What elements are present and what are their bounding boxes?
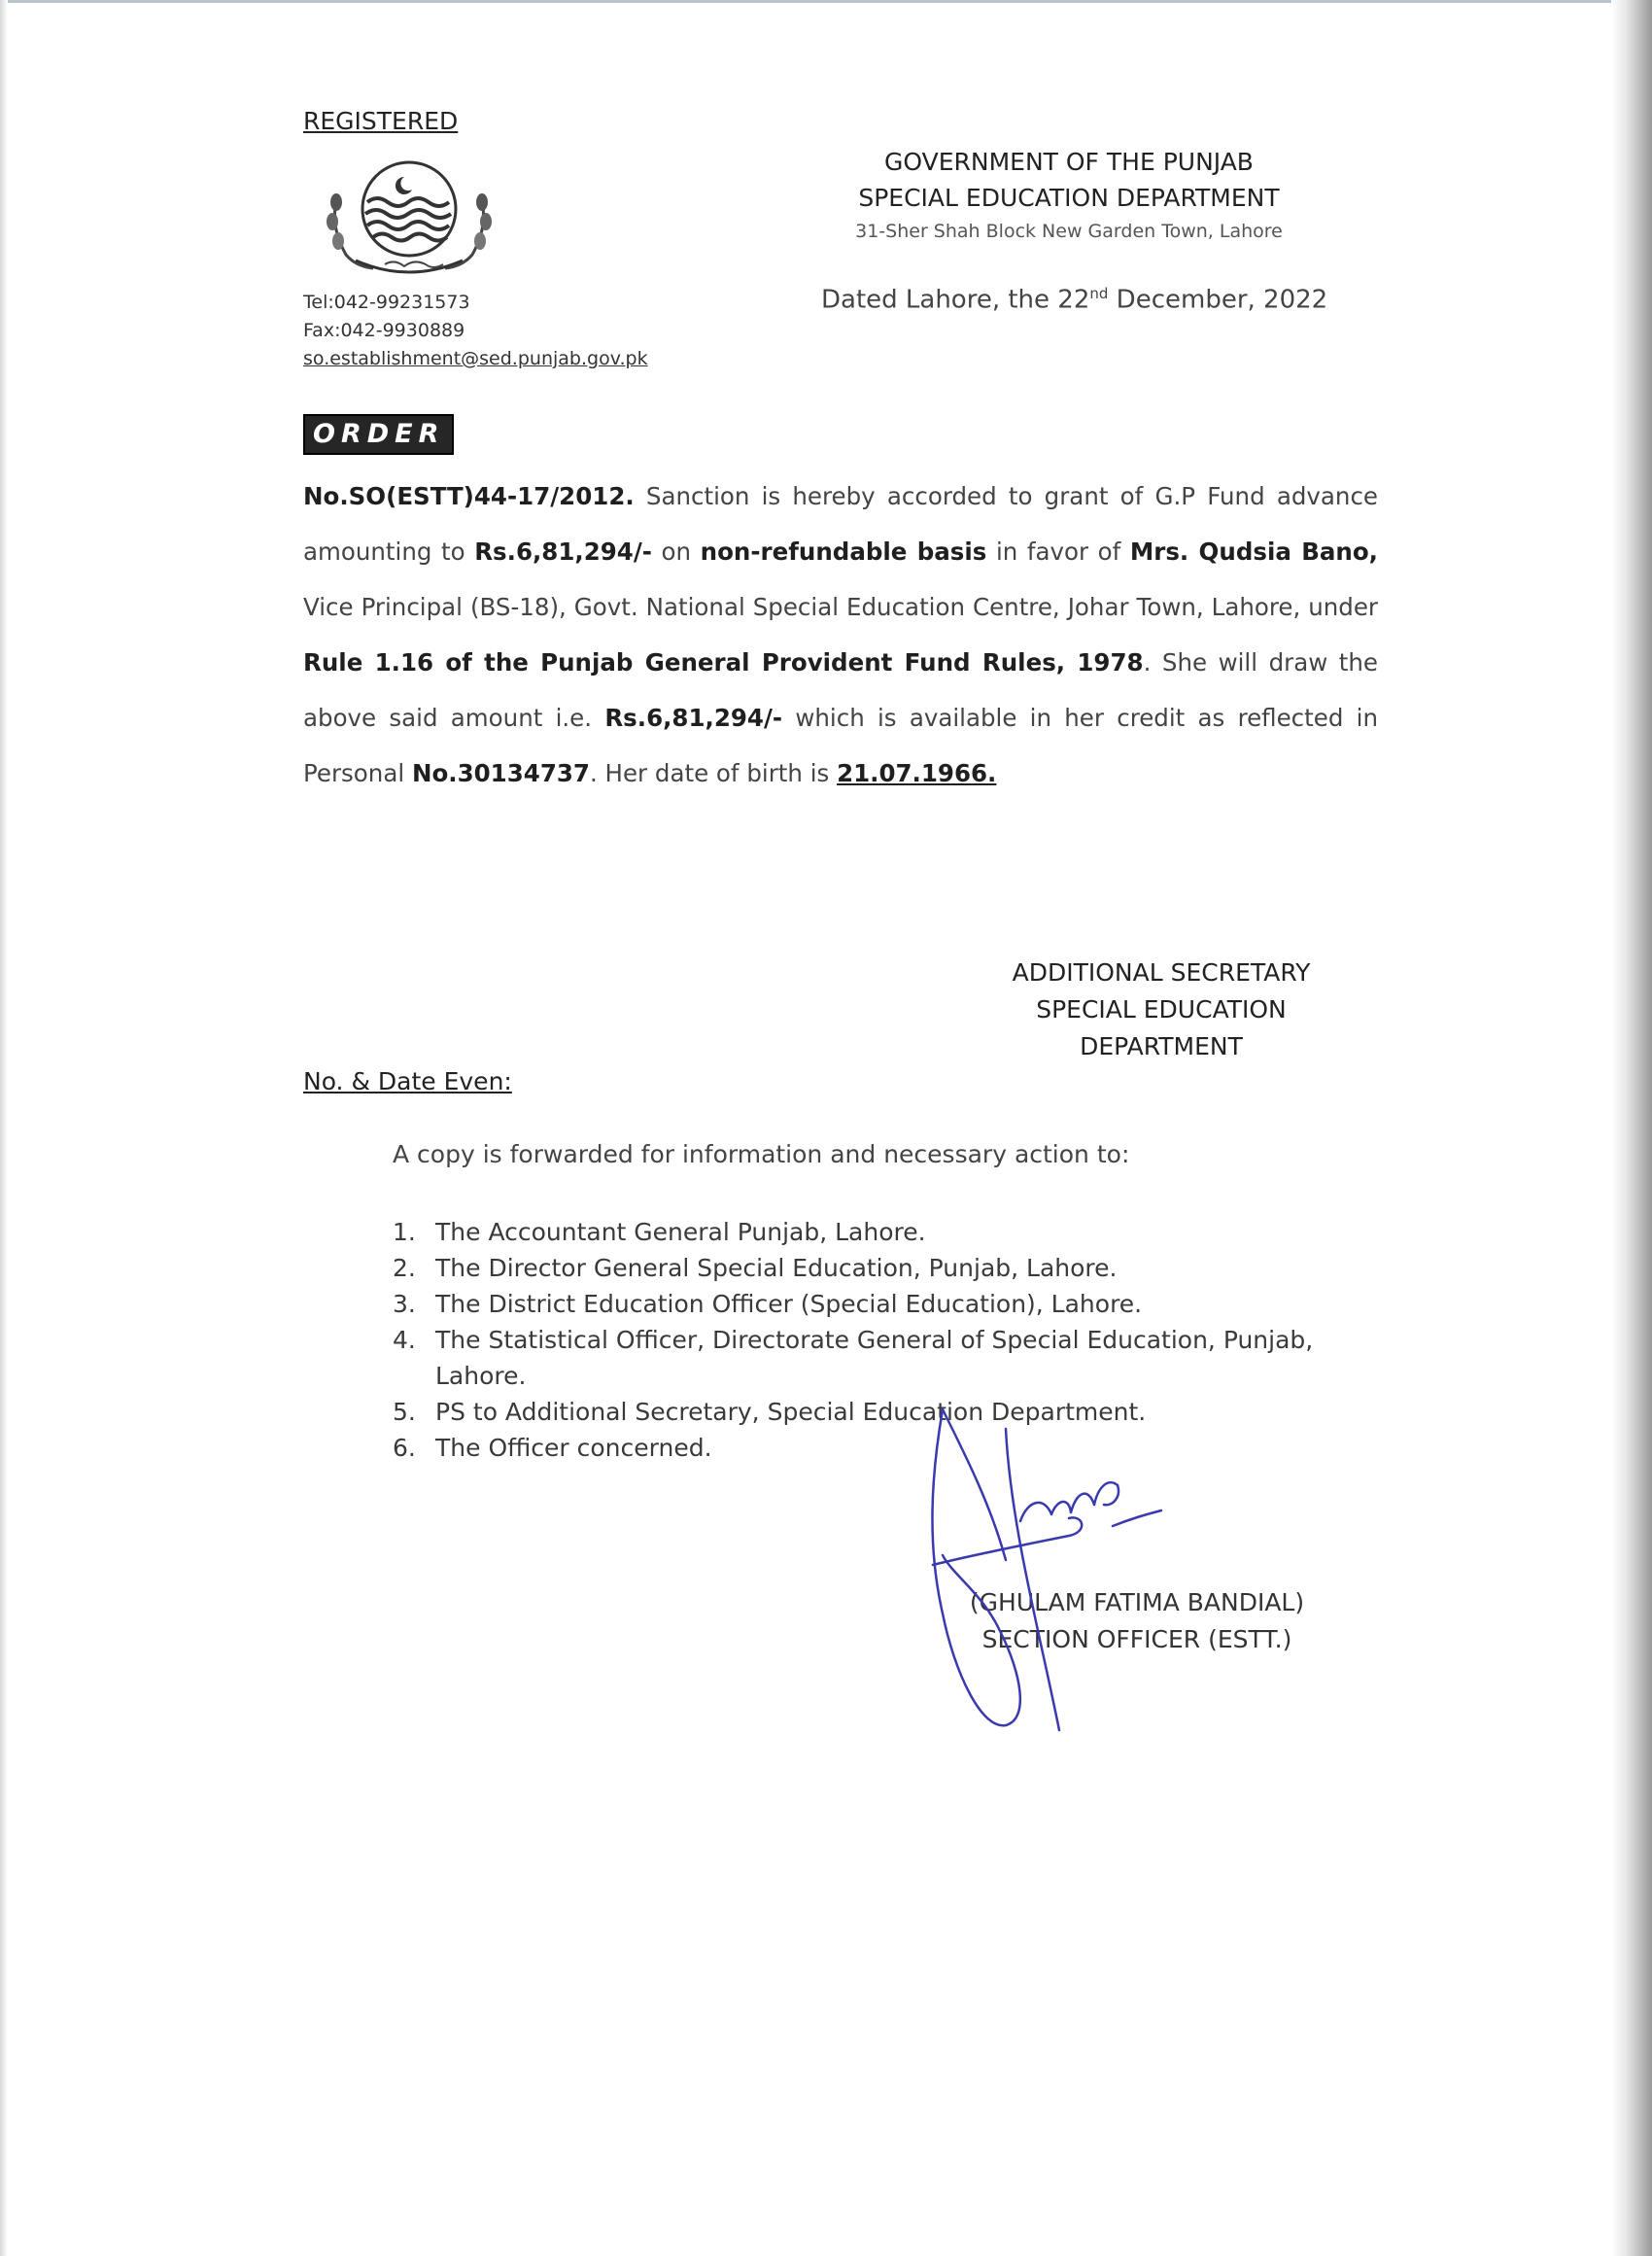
list-item-number: 5. xyxy=(393,1398,416,1426)
list-item xyxy=(393,1250,1345,1286)
date-suffix: December, 2022 xyxy=(1108,285,1328,315)
list-item xyxy=(393,1322,1345,1394)
list-item xyxy=(393,1214,1345,1250)
telephone-number: Tel:042-99231573 xyxy=(303,292,470,313)
order-text-1: Sanction is hereby accorded to grant of G.P Fund advance amounting to xyxy=(303,482,1378,566)
date-line xyxy=(821,285,1327,315)
list-item-text: The District Education Officer (Special Education), Lahore. xyxy=(435,1290,1143,1318)
order-paragraph xyxy=(303,469,1378,801)
order-text-3: in favor of xyxy=(986,538,1130,566)
list-item-number: 1. xyxy=(393,1218,416,1246)
order-text-7: . Her date of birth is xyxy=(589,759,838,787)
list-item xyxy=(393,1286,1345,1322)
no-and-date-heading: No. & Date Even: xyxy=(303,1067,512,1095)
government-title: GOVERNMENT OF THE PUNJAB xyxy=(884,148,1254,176)
date-of-birth: 21.07.1966. xyxy=(837,759,997,787)
beneficiary-name: Mrs. Qudsia Bano, xyxy=(1129,538,1378,566)
signatory-line-3: DEPARTMENT xyxy=(1080,1032,1243,1060)
signatory-line-2: SPECIAL EDUCATION xyxy=(1036,995,1287,1024)
list-item-text: The Accountant General Punjab, Lahore. xyxy=(435,1218,926,1246)
list-item-number: 2. xyxy=(393,1254,416,1282)
order-text-2: on xyxy=(651,538,701,566)
copy-forward-intro: A copy is forwarded for information and necessary action to: xyxy=(393,1140,1130,1168)
officer-title: SECTION OFFICER (ESTT.) xyxy=(981,1625,1292,1653)
signatory-block xyxy=(957,954,1365,1065)
handwritten-signature xyxy=(913,1390,1215,1750)
officer-name: (GHULAM FATIMA BANDIAL) xyxy=(969,1588,1305,1616)
list-item-text: The Statistical Officer, Directorate General of Special Education, Punjab, Lahore. xyxy=(435,1326,1314,1390)
list-item-text: PS to Additional Secretary, Special Education Department. xyxy=(435,1398,1147,1426)
scan-edge-top xyxy=(0,0,1652,3)
government-of-punjab-emblem-icon xyxy=(317,156,501,282)
rule-reference: Rule 1.16 of the Punjab General Provident Fund Rules, 1978 xyxy=(303,648,1144,677)
signatory-line-1: ADDITIONAL SECRETARY xyxy=(1012,958,1311,987)
date-prefix: Dated Lahore, the 22 xyxy=(821,285,1090,315)
registered-label: REGISTERED xyxy=(303,107,459,135)
list-item-text: The Director General Special Education, Punjab, Lahore. xyxy=(435,1254,1118,1282)
order-text-5: . She will draw the above said amount i.e. xyxy=(303,648,1379,732)
list-item-number: 3. xyxy=(393,1290,416,1318)
email-link[interactable]: so.establishment@sed.punjab.gov.pk xyxy=(303,348,648,369)
order-text-6: which is available in her credit as reflected in Personal xyxy=(303,704,1378,787)
department-address: 31-Sher Shah Block New Garden Town, Lahore xyxy=(855,221,1283,242)
advance-amount-repeat: Rs.6,81,294/- xyxy=(604,704,783,732)
order-text-4: Vice Principal (BS-18), Govt. National Special Education Centre, Johar Town, Lahore, under xyxy=(303,593,1378,621)
scan-edge-left xyxy=(0,0,8,2256)
personal-number: No.30134737 xyxy=(411,759,590,787)
order-heading: ORDER xyxy=(303,414,454,455)
list-item-number: 6. xyxy=(393,1434,416,1462)
list-item-number: 4. xyxy=(393,1326,416,1354)
scan-edge-right xyxy=(1611,0,1652,2256)
list-item-text: The Officer concerned. xyxy=(435,1434,712,1462)
order-number: No.SO(ESTT)44-17/2012. xyxy=(303,482,635,510)
date-ordinal-suffix: nd xyxy=(1089,285,1109,302)
department-letterhead xyxy=(777,144,1360,247)
department-title: SPECIAL EDUCATION DEPARTMENT xyxy=(858,184,1280,212)
refund-basis: non-refundable basis xyxy=(700,538,987,566)
fax-number: Fax:042-9930889 xyxy=(303,320,465,341)
advance-amount: Rs.6,81,294/- xyxy=(474,538,652,566)
